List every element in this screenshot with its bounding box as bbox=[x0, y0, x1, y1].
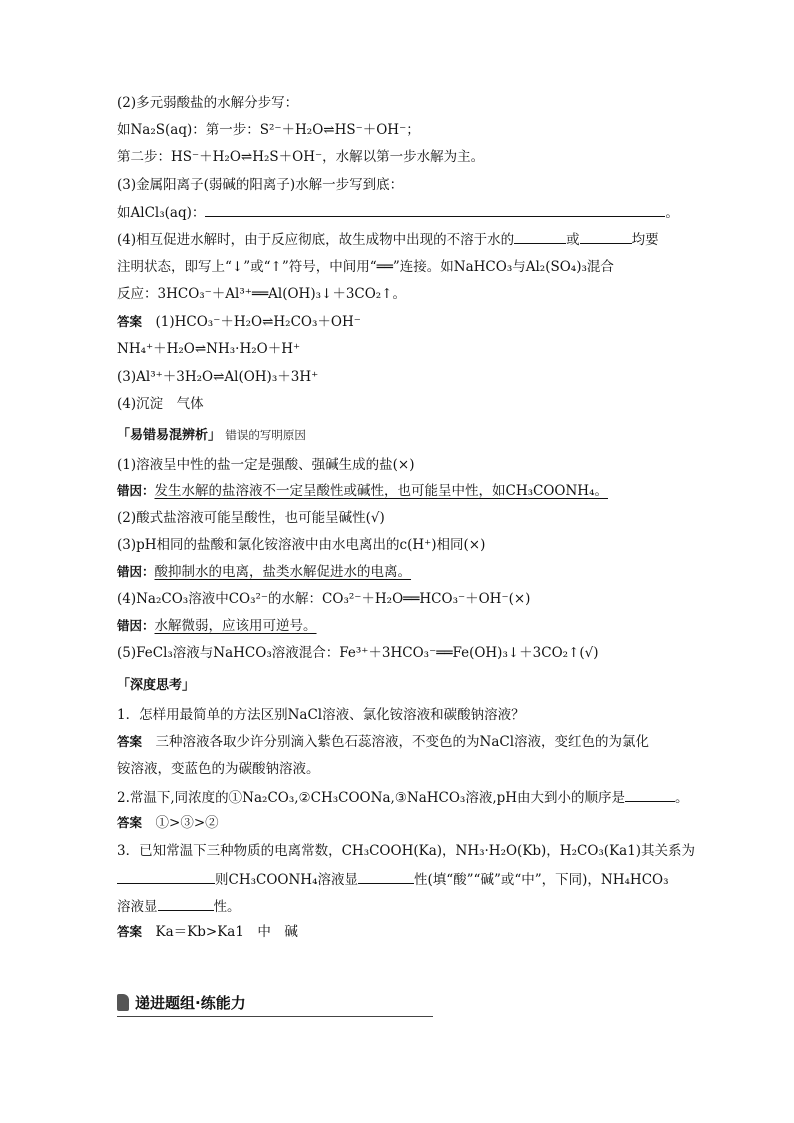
error-item: (4)Na₂CO₃溶液中CO₃²⁻的水解：CO₃²⁻＋H₂O══HCO₃⁻＋OH⁻(×) bbox=[117, 591, 531, 607]
error-section-heading: 「易错易混辨析」 错误的写明原因 bbox=[117, 428, 306, 443]
error-reason: 错因：水解微弱，应该用可逆号。 bbox=[117, 618, 317, 634]
error-reason: 错因：发生水解的盐溶液不一定呈酸性或碱性，也可能呈中性，如CH₃COONH₄。 bbox=[117, 483, 608, 499]
error-item: (3)pH相同的盐酸和氯化铵溶液中由水电离出的c(H⁺)相同(×) bbox=[117, 537, 486, 553]
error-item: (5)FeCl₃溶液与NaHCO₃溶液混合：Fe³⁺＋3HCO₃⁻══Fe(OH)₃↓＋3CO₂↑(√) bbox=[117, 645, 599, 661]
answer-blank[interactable] bbox=[625, 787, 675, 802]
section-title: 递进题组·练能力 bbox=[135, 994, 246, 1012]
error-reason: 错因：酸抑制水的电离，盐类水解促进水的电离。 bbox=[117, 564, 412, 580]
answer-blank[interactable] bbox=[117, 869, 215, 884]
error-item: (2)酸式盐溶液可能呈酸性，也可能呈碱性(√) bbox=[117, 510, 385, 526]
answer-label: 答案 bbox=[117, 314, 143, 329]
question-3: 3．已知常温下三种物质的电离常数，CH₃COOH(Ka)，NH₃·H₂O(Kb)，H₂CO₃(Ka1)其关系为 bbox=[117, 843, 696, 859]
error-item: (1)溶液呈中性的盐一定是强酸、强碱生成的盐(×) bbox=[117, 457, 415, 473]
answer-blank[interactable] bbox=[158, 896, 214, 911]
section-header bbox=[117, 990, 433, 1017]
answer-line: 答案 Ka＝Kb>Ka1 中 碱 bbox=[117, 924, 298, 940]
answer-line: 答案 三种溶液各取少许分别滴入紫色石蕊溶液，不变色的为NaCl溶液，变红色的为氯化 bbox=[117, 734, 650, 750]
question-3-line2: 则CH₃COONH₄溶液显 性(填“酸”“碱”或“中”，下同)，NH₄HCO₃ bbox=[117, 869, 669, 890]
deep-thinking-heading: 「深度思考」 bbox=[117, 678, 196, 693]
text-line: 反应：3HCO₃⁻＋Al³⁺══Al(OH)₃↓＋3CO₂↑。 bbox=[117, 286, 407, 302]
answer-line: 答案 ①>③>② bbox=[117, 815, 219, 831]
text-line: 第二步：HS⁻＋H₂O⇌H₂S＋OH⁻，水解以第一步水解为主。 bbox=[117, 149, 485, 165]
answer-blank[interactable] bbox=[514, 229, 566, 244]
question-3-line3: 溶液显 性。 bbox=[117, 896, 241, 917]
text-line: (2)多元弱酸盐的水解分步写： bbox=[117, 95, 299, 111]
fill-in-line: (4)相互促进水解时，由于反应彻底，故生成物中出现的不溶于水的 或 均要 bbox=[117, 229, 659, 250]
answer-line: (4)沉淀 气体 bbox=[117, 396, 204, 412]
answer-blank[interactable] bbox=[580, 229, 632, 244]
question-1: 1．怎样用最简单的方法区别NaCl溶液、氯化铵溶液和碳酸钠溶液？ bbox=[117, 707, 525, 723]
text-line: 如Na₂S(aq)：第一步：S²⁻＋H₂O⇌HS⁻＋OH⁻； bbox=[117, 122, 420, 138]
answer-blank[interactable] bbox=[205, 202, 665, 217]
text-line: 注明状态，即写上“↓”或“↑”符号，中间用“══”连接。如NaHCO₃与Al₂(SO₄)₃混合 bbox=[117, 259, 614, 275]
fill-in-line: 如AlCl₃(aq)： 。 bbox=[117, 202, 679, 223]
answer-line: (3)Al³⁺＋3H₂O⇌Al(OH)₃＋3H⁺ bbox=[117, 369, 319, 385]
text-line: (3)金属阳离子(弱碱的阳离子)水解一步写到底： bbox=[117, 177, 404, 193]
question-2: 2.常温下,同浓度的①Na₂CO₃,②CH₃COONa,③NaHCO₃溶液,pH由大到小的顺序是 。 bbox=[117, 787, 689, 808]
section-marker-icon bbox=[117, 994, 129, 1011]
answer-line: NH₄⁺＋H₂O⇌NH₃·H₂O＋H⁺ bbox=[117, 341, 301, 357]
answer-line: 铵溶液，变蓝色的为碳酸钠溶液。 bbox=[117, 761, 320, 777]
answer-blank[interactable] bbox=[358, 869, 414, 884]
answer-line: 答案 (1)HCO₃⁻＋H₂O⇌H₂CO₃＋OH⁻ bbox=[117, 314, 361, 330]
